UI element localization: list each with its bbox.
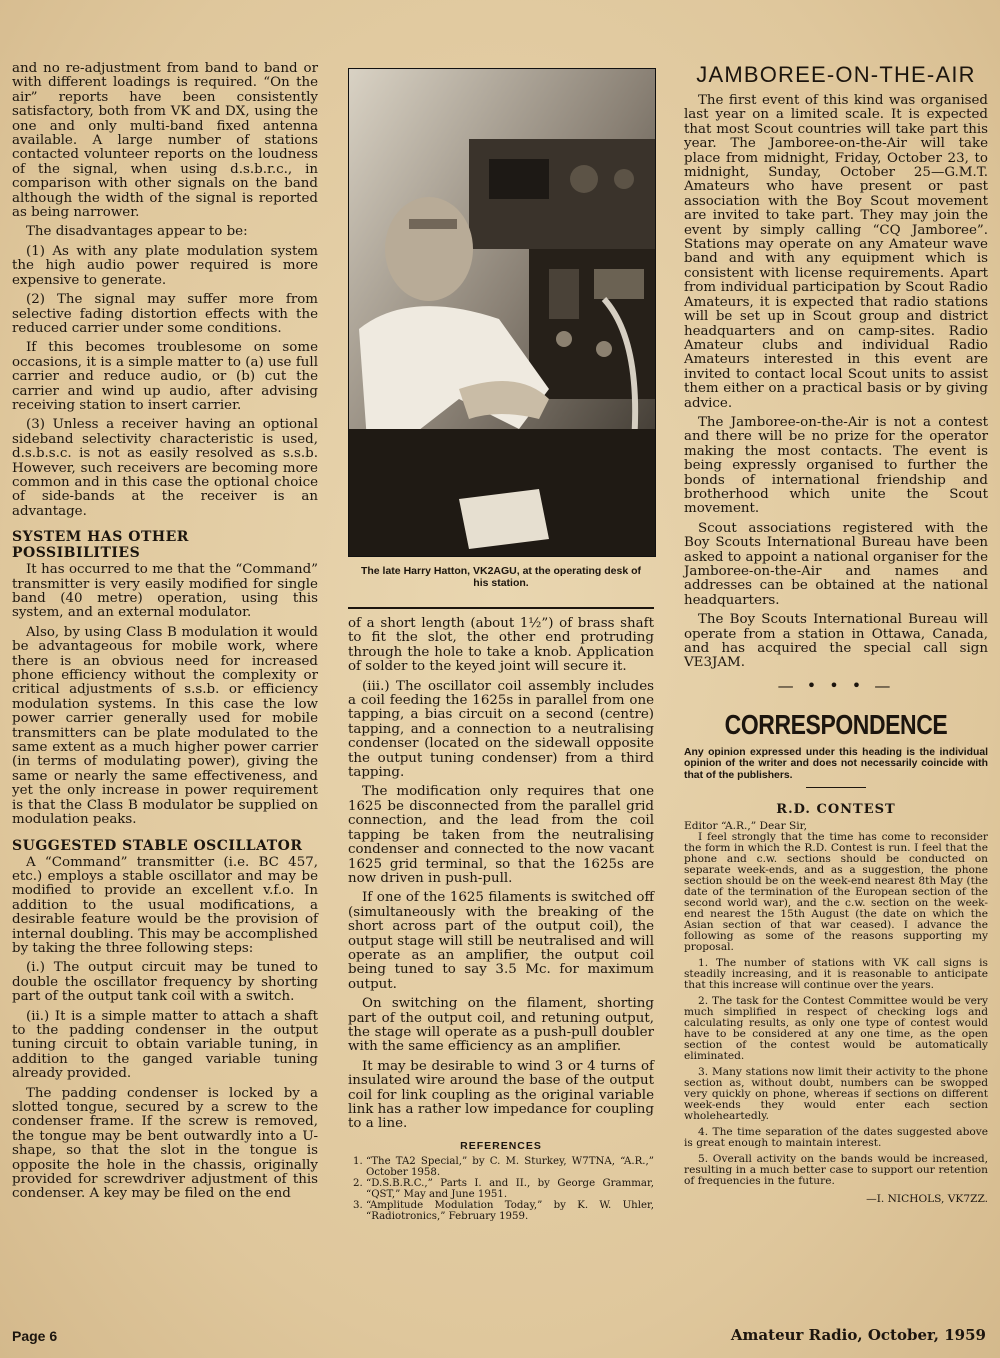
photo-caption: The late Harry Hatton, VK2AGU, at the operating desk of his station. <box>360 565 642 589</box>
station-photo <box>348 68 656 557</box>
body-paragraph: A “Command” transmitter (i.e. BC 457, etc.) employs a stable oscillator and may be modified to provide an excellent v.f.o. In addition to the usual modifications, a desirable feature would be the provision of internal doubling. This may be accomplished by taking the three following steps: <box>12 854 318 956</box>
reference-item: 2. “D.S.B.R.C.,” Parts I. and II., by George Grammar, “QST,” May and June 1951. <box>366 1178 654 1200</box>
body-paragraph: The Boy Scouts International Bureau will operate from a station in Ottawa, Canada, and has acquired the special call sign VE3JAM. <box>684 612 988 671</box>
publication-footer: Amateur Radio, October, 1959 <box>730 1326 986 1344</box>
body-paragraph: (i.) The output circuit may be tuned to double the oscillator frequency by shorting part of the output tank coil with a switch. <box>12 960 318 1005</box>
column-middle <box>348 62 654 1222</box>
jamboree-heading: JAMBOREE-ON-THE-AIR <box>696 62 976 87</box>
correspondence-heading: CORRESPONDENCE <box>724 708 948 740</box>
body-paragraph: (iii.) The oscillator coil assembly includes a coil feeding the 1625s in parallel from one tapping, a bias circuit on a second (centre) tapping, and a connection to a neutralising condenser (located on the sidewall opposite the output tuning condenser) from a third tapping. <box>348 678 654 781</box>
reference-item: 1. “The TA2 Special,” by C. M. Sturkey, W7TNA, “A.R.,” October 1958. <box>366 1156 654 1178</box>
column-right <box>684 62 988 1205</box>
body-paragraph: of a short length (about 1½”) of brass shaft to fit the slot, the other end protruding through the hole to take a knob. Application of solder to the keyed joint will secure it. <box>348 616 654 675</box>
references-heading: REFERENCES <box>460 1139 542 1152</box>
section-heading: SUGGESTED STABLE OSCILLATOR <box>12 837 303 854</box>
references-list <box>348 1156 654 1222</box>
section-separator: — • • • — <box>777 675 895 695</box>
letter-salutation: Editor “A.R.,” Dear Sir, <box>684 820 807 833</box>
body-paragraph: Also, by using Class B modulation it would be advantageous for mobile work, where there is an obvious need for increased phone efficiency without the complexity or critical adjustments of s.s.b. or efficiency modulation systems. In this case the low power carrier generally used for mobile transmitters can be plate modulated to the same extent as a much higher power carrier (in terms of modulating power), giving the same or nearly the same effectiveness, and yet the only increase in power requirement is that the Class B modulator be supplied on modulation peaks. <box>12 624 318 828</box>
body-paragraph: The first event of this kind was organised last year on a limited scale. It is expected that most Scout countries will take part this year. The Jamboree-on-the-Air will take place from midnight, Friday, October 23, to midnight, Sunday, October 25—G.M.T. Amateurs who have present or past association with the Boy Scout movement are invited to take part. They may join the event by simply calling “CQ Jamboree”. Stations may operate on any Amateur wave band and with any equipment which is consistent with license requirements. Apart from individual participation by Scout Radio Amateurs, it is expected that radio stations will be set up in Scout group and district headquarters and on camp-sites. Radio Amateur clubs and individual Radio Amateurs interested in this event are invited to contact local Scout units to assist them either on a practical basis or by giving advice. <box>684 93 988 411</box>
body-paragraph: The disadvantages appear to be: <box>26 224 248 240</box>
body-paragraph: The Jamboree-on-the-Air is not a contest and there will be no prize for the operator making the most contacts. The event is being expressly organised to further the bonds of international friendship and brotherhood which unite the Scout movement. <box>684 414 988 517</box>
section-heading: SYSTEM HAS OTHER POSSIBILITIES <box>12 529 189 562</box>
letter-paragraph: 4. The time separation of the dates suggested above is great enough to maintain interest. <box>684 1126 988 1150</box>
body-paragraph: (1) As with any plate modulation system the high audio power required is more expensive to generate. <box>12 243 318 288</box>
intro-paragraph: and no re-adjustment from band to band or with different loadings is required. “On the air” reports have been consistently satisfactory, both from VK and DX, using the one and only multi-band fixed antenna available. A large number of stations contacted volunteer reports on the loudness of the signal, when using d.s.b.r.c., in comparison with other signals on the band although the width of the signal is reported as being narrower. <box>12 61 318 221</box>
letter-paragraph: I feel strongly that the time has come to reconsider the form in which the R.D. Contest is run. I feel that the phone and c.w. sections should be conducted on separate week-ends, and as a suggestion, the phone section should be on the week-end nearest 8th May (the date of the termination of the European section of the second world war), and the c.w. section on the week-end nearest the 15th August (the date on which the Asian section of that war ceased). I advance the following as some of the reasons supporting my proposal. <box>684 831 988 954</box>
page-number: Page 6 <box>12 1328 58 1344</box>
body-paragraph: (ii.) It is a simple matter to attach a shaft to the padding condenser in the output tuning circuit to obtain variable tuning, in addition to the ganged variable tuning already provided. <box>12 1008 318 1082</box>
letter-body <box>684 821 988 1205</box>
letter-paragraph: 3. Many stations now limit their activity to the phone section as, without doubt, numbers can be swopped very quickly on phone, whereas if sections on different week-ends they would enter each section wholeheartedly. <box>684 1066 988 1123</box>
reference-item: 3. “Amplitude Modulation Today,” by K. W. Uhler, “Radiotronics,” February 1959. <box>366 1200 654 1222</box>
body-paragraph: The modification only requires that one 1625 be disconnected from the parallel grid connection, and the lead from the coil tapping be taken from the neutralising condenser and connected to the now vacant 1625 grid terminal, so that the 1625s are now driven in push-pull. <box>348 784 654 886</box>
letter-heading: R.D. CONTEST <box>776 802 896 818</box>
body-paragraph: It has occurred to me that the “Command” transmitter is very easily modified for single band (40 metre) operation, using this system, and an external modulator. <box>12 562 318 621</box>
letter-paragraph: 1. The number of stations with VK call signs is steadily increasing, and it is reasonable to anticipate that this increase will continue over the years. <box>684 957 988 992</box>
body-paragraph: It may be desirable to wind 3 or 4 turns of insulated wire around the base of the output coil for link coupling as the original variable link has a rather low impedance for coupling to a line. <box>348 1058 654 1132</box>
body-paragraph: If one of the 1625 filaments is switched off (simultaneously with the breaking of the short across part of the output coil), the output stage will still be neutralised and will operate as an amplifier, the output coil being tuned to say 3.5 Mc. for maximum output. <box>348 890 654 992</box>
body-paragraph: If this becomes troublesome on some occasions, it is a simple matter to (a) use full carrier and reduce audio, or (b) cut the carrier and wind up audio, after advising receiving station to insert carrier. <box>12 340 318 413</box>
divider <box>348 607 654 609</box>
column-left <box>12 62 318 1207</box>
letter-paragraph: 2. The task for the Contest Committee would be very much simplified in respect of checking logs and calculating results, as only one type of contest would have to be considered at any one time, as the open section of the contest would be automatically eliminated. <box>684 995 988 1063</box>
letter-signature: —I. NICHOLS, VK7ZZ. <box>866 1193 988 1206</box>
body-paragraph: On switching on the filament, shorting part of the output coil, and retuning output, the stage will operate as a push-pull doubler with the same efficiency as an amplifier. <box>348 996 654 1055</box>
letter-paragraph: 5. Overall activity on the bands would be increased, resulting in a much better case to support our retention of frequencies in the future. <box>684 1153 988 1188</box>
photo-illustration <box>349 69 655 556</box>
body-paragraph: The padding condenser is locked by a slotted tongue, secured by a screw to the condenser frame. If the screw is removed, the tongue may be bent outwardly into a U-shape, so that the slot in the tongue is opposite the hole in the chassis, originally provided for screwdriver adjustment of this condenser. A key may be filed on the end <box>12 1085 318 1202</box>
body-paragraph: (3) Unless a receiver having an optional sideband selectivity characteristic is used, d.s.b.s.c. is not as easily resolved as s.s.b. However, such receivers are becoming more common and in this case the optional choice of side-bands at the receiver is an advantage. <box>12 417 318 519</box>
correspondence-note: Any opinion expressed under this heading is the individual opinion of the writer and does not necessarily coincide with that of the publishers. <box>684 746 988 781</box>
divider <box>806 787 866 788</box>
body-paragraph: Scout associations registered with the Boy Scouts International Bureau have been asked to appoint a national organiser for the Jamboree-on-the-Air and names and addresses can be obtained at the national headquarters. <box>684 520 988 608</box>
body-paragraph: (2) The signal may suffer more from selective fading distortion effects with the reduced carrier under some conditions. <box>12 292 318 336</box>
